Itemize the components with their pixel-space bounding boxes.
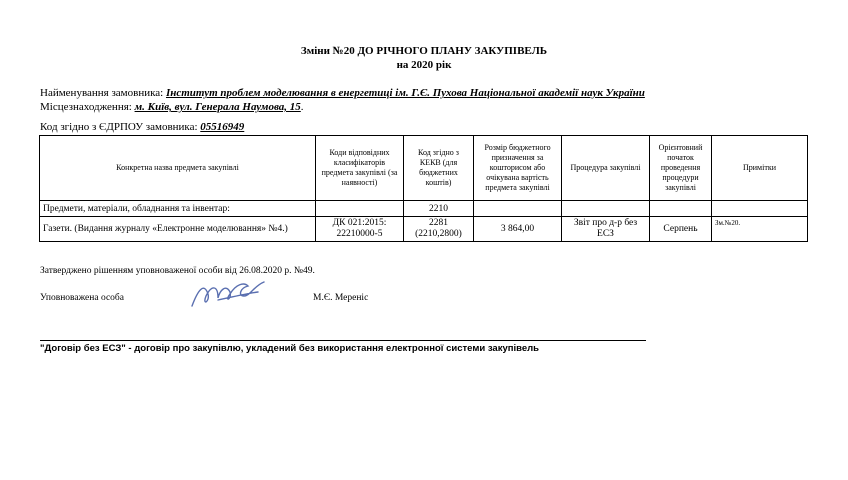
- header-notes: Примітки: [712, 136, 808, 201]
- document-title: [0, 44, 848, 72]
- authorized-person-name: М.Є. Мереніс: [313, 293, 369, 303]
- category-procedure-cell: [562, 201, 650, 217]
- title-line-1: Зміни №20 ДО РІЧНОГО ПЛАНУ ЗАКУПІВЕЛЬ: [300, 45, 548, 57]
- category-kekv: 2210: [404, 201, 474, 217]
- customer-location-value: м. Київ, вул. Генерала Наумова, 15: [134, 101, 301, 113]
- table-header-row: [40, 136, 808, 201]
- item-procedure: Звіт про д-р без ЕСЗ: [562, 217, 650, 242]
- item-kekv-line-2: (2210,2800): [415, 229, 462, 239]
- customer-code-line: [40, 120, 244, 134]
- category-start-cell: [650, 201, 712, 217]
- table-row: [40, 217, 808, 242]
- customer-code-value: 05516949: [200, 121, 245, 133]
- item-name: Газети. (Видання журналу «Електронне моделювання» №4.): [40, 217, 316, 242]
- customer-location-end: .: [300, 101, 304, 113]
- signature-image: [188, 276, 268, 312]
- customer-location-label: Місцезнаходження:: [40, 101, 132, 113]
- item-amount: 3 864,00: [474, 217, 562, 242]
- customer-code-label: Код згідно з ЄДРПОУ замовника:: [40, 121, 198, 133]
- category-amount-cell: [474, 201, 562, 217]
- footnote-divider: [40, 340, 646, 341]
- item-classifier-line-2: 22210000-5: [336, 229, 383, 239]
- procurement-table: [39, 135, 808, 242]
- table-row-category: [40, 201, 808, 217]
- customer-name-line: [40, 86, 645, 100]
- item-classifier-line-1: ДК 021:2015:: [332, 218, 387, 228]
- item-kekv-line-1: 2281: [429, 218, 448, 228]
- item-kekv: [404, 217, 474, 242]
- customer-name-label: Найменування замовника:: [40, 87, 164, 99]
- category-label: Предмети, матеріали, обладнання та інвентар:: [40, 201, 316, 217]
- item-start: Серпень: [650, 217, 712, 242]
- header-procedure: Процедура закупівлі: [562, 136, 650, 201]
- header-item-name: Конкретна назва предмета закупівлі: [40, 136, 316, 201]
- category-notes-cell: [712, 201, 808, 217]
- category-classifier-cell: [316, 201, 404, 217]
- header-kekv: Код згідно з КЕКВ (для бюджетних коштів): [404, 136, 474, 201]
- footnote-text: "Договір без ЕСЗ" - договір про закупівлю, укладений без використання електронної системи закупівель: [40, 343, 540, 354]
- authorized-person-label: Уповноважена особа: [40, 293, 124, 303]
- approval-text: Затверджено рішенням уповноваженої особи від 26.08.2020 р. №49.: [40, 266, 315, 276]
- item-classifier: [316, 217, 404, 242]
- item-note: Зм.№20.: [712, 217, 808, 242]
- header-classifier: Коди відповідних класифікаторів предмета закупівлі (за наявності): [316, 136, 404, 201]
- title-line-2: на 2020 рік: [396, 59, 452, 71]
- header-amount: Розмір бюджетного призначення за кошторисом або очікувана вартість предмета закупівлі: [474, 136, 562, 201]
- customer-location-line: [40, 100, 304, 114]
- customer-name-value: Інститут проблем моделювання в енергетиці ім. Г.Є. Пухова Національної академії наук України: [165, 87, 645, 99]
- header-start: Орієнтовний початок проведення процедури закупівлі: [650, 136, 712, 201]
